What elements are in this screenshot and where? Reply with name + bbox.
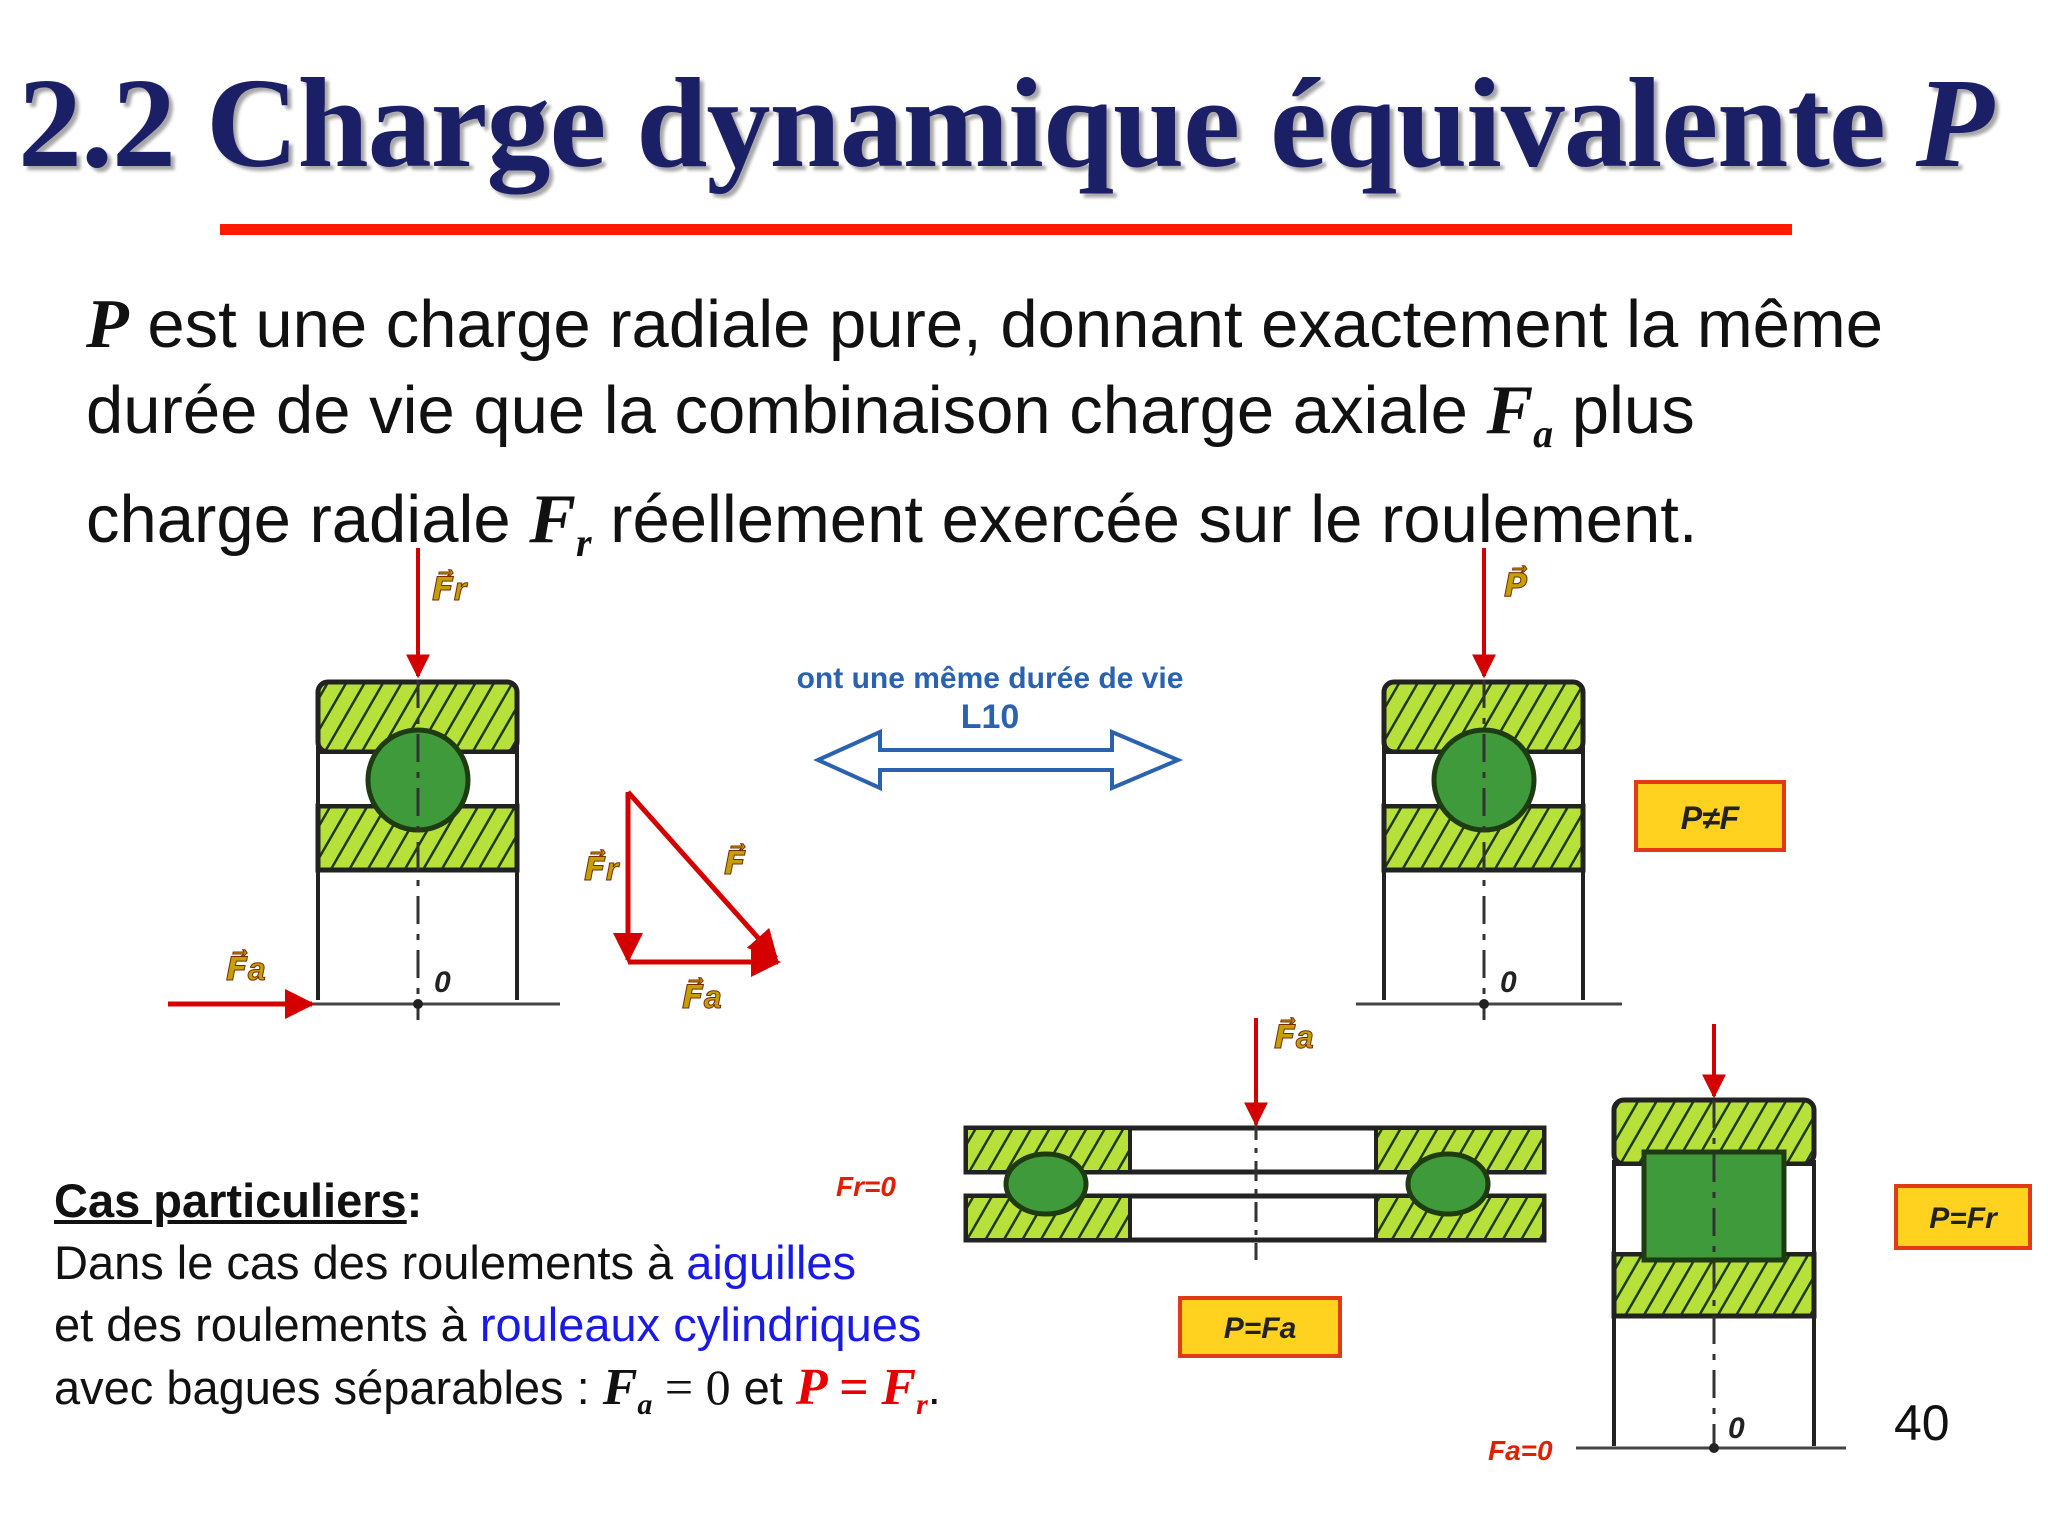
fa-symbol-sub: a [1533, 411, 1554, 456]
left-fr-label: F⃗r [432, 571, 467, 607]
para-part3: plus [1553, 373, 1695, 448]
roller-origin-dot [1709, 1443, 1719, 1453]
roller-origin-label: 0 [1728, 1412, 1745, 1445]
fa-symbol-main: F [1486, 372, 1534, 449]
equivalence-sub: L10 [960, 698, 1020, 736]
force-triangle [584, 792, 778, 1015]
special-cases-heading [54, 1170, 1054, 1232]
roller-fa-zero-label: Fa=0 [1488, 1435, 1553, 1466]
para-part1: est une charge radiale pure, donnant exactement la même [128, 287, 1884, 362]
para-part5: réellement exercée sur le roulement. [591, 482, 1698, 557]
fr-symbol-main: F [529, 481, 576, 558]
right-p-label: P⃗ [1504, 567, 1528, 603]
heading-colon: : [406, 1174, 423, 1227]
special-line-2 [54, 1294, 1054, 1356]
special-line-3 [54, 1356, 1054, 1436]
left-origin-dot [413, 999, 423, 1009]
right-origin-dot [1479, 999, 1489, 1009]
triangle-fr-label: F⃗r [584, 851, 619, 887]
thrust-right-ball [1408, 1154, 1488, 1214]
line1-text: Dans le cas des roulements à [54, 1236, 687, 1289]
right-bearing [1356, 548, 1784, 1020]
line3-fa-sub: a [637, 1388, 653, 1421]
title-symbol: P [1915, 52, 1993, 194]
p-symbol: P [86, 286, 129, 363]
title-text: 2.2 Charge dynamique équivalente [18, 52, 1916, 194]
special-cases [54, 1170, 1054, 1436]
para-part2: durée de vie que la combinaison charge axiale [86, 373, 1487, 448]
line3-fa-main: F [602, 1359, 638, 1416]
thrust-box-label: P=Fa [1223, 1312, 1297, 1345]
line3-fa [602, 1359, 653, 1421]
equivalence-text: ont une même durée de vie [796, 662, 1184, 695]
double-arrow-icon [818, 732, 1178, 788]
roller-box-label: P=Fr [1929, 1202, 1997, 1235]
line2-text: et des roulements à [54, 1298, 480, 1351]
left-fa-label: F⃗a [226, 951, 266, 987]
para-part4: charge radiale [86, 482, 530, 557]
triangle-f-arrow [628, 792, 776, 958]
line3-p-eq-sub: r [916, 1388, 928, 1421]
line3-p-eq [795, 1359, 928, 1421]
left-bearing [168, 548, 560, 1020]
line3-p-eq-main: P = F [795, 1359, 917, 1416]
line3-et: et [730, 1361, 796, 1414]
left-origin-label: 0 [434, 966, 451, 999]
thrust-fa-label: F⃗a [1274, 1019, 1314, 1055]
right-box-label: P≠F [1680, 800, 1740, 836]
page-number: 40 [1894, 1395, 1950, 1451]
triangle-fa-label: F⃗a [682, 979, 722, 1015]
triangle-f-label: F⃗ [724, 845, 746, 881]
line3-text: avec bagues séparables : [54, 1361, 603, 1414]
heading-text: Cas particuliers [54, 1174, 407, 1227]
line3-period: . [927, 1361, 941, 1414]
fr-symbol-sub: r [575, 520, 592, 565]
line3-eq0: = 0 [652, 1359, 731, 1415]
line1-aiguilles: aiguilles [686, 1236, 857, 1289]
special-line-1 [54, 1232, 1054, 1294]
equivalence-indicator [797, 662, 1184, 788]
right-origin-label: 0 [1500, 966, 1517, 999]
line2-rouleaux: rouleaux cylindriques [479, 1298, 922, 1351]
thrust-fr-zero-label: Fr=0 [836, 1171, 896, 1202]
